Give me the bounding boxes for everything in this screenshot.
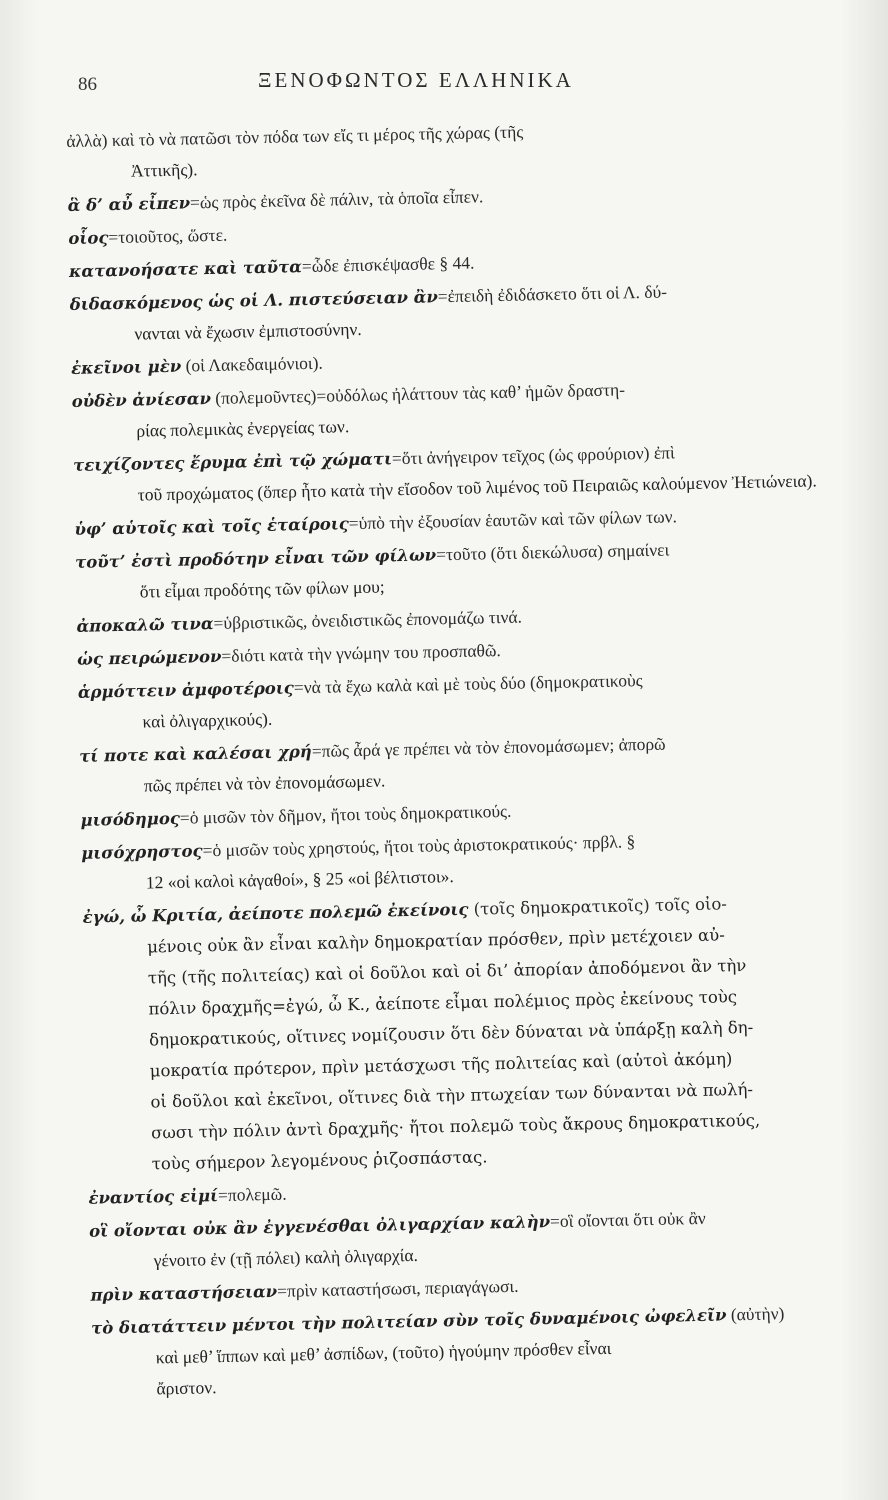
entry-lemma: ὑφ’ αὑτοῖς καὶ τοῖς ἑταίροις xyxy=(74,514,349,539)
entry-gloss: =τοιοῦτος, ὥστε. xyxy=(108,224,228,248)
entry-lemma: ἐναντίος εἰμί xyxy=(88,1186,219,1208)
entry-gloss: =ὧδε ἐπισκέψασθε § 44. xyxy=(301,252,475,277)
entry-continuation: ὅτι εἶμαι προδότης τῶν φίλων μου; xyxy=(139,576,385,602)
page-number: 86 xyxy=(78,74,97,95)
entry-gloss: =νὰ τὰ ἔχω καλὰ καὶ μὲ τοὺς δύο (δημοκρατικοὺς xyxy=(293,670,643,698)
entry-gloss: =ὅτι ἀνήγειρον τεῖχος (ὡς φρούριον) ἐπὶ xyxy=(391,442,675,469)
entry-continuation: πῶς πρέπει νὰ τὸν ἐπονομάσωμεν. xyxy=(143,770,386,796)
entry-gloss: =διότι κατὰ τὴν γνώμην του προσπαθῶ. xyxy=(221,640,501,666)
entry-lemma: τὸ διατάττειν μέντοι τὴν πολιτείαν σὺν τοῖς δυναμένοις ὠφελεῖν xyxy=(90,1305,727,1338)
entry-lemma: οἷος xyxy=(68,228,109,248)
entry-lemma: ἐγώ, ὦ Κριτία, ἀείποτε πολεμῶ ἐκείνοις xyxy=(82,899,469,927)
entry-gloss: (πολεμοῦντες)=οὐδόλως ἠλάττουν τὰς καθ’ ἡμῶν δραστη- xyxy=(210,379,626,409)
entry-continuation: καὶ ὀλιγαρχικούς). xyxy=(142,708,273,732)
entry-lemma: ἀποκαλῶ τινα xyxy=(76,614,214,636)
entry xyxy=(82,885,878,1180)
entry-lemma: μισόδημος xyxy=(80,808,181,830)
entry-gloss: (οἱ Λακεδαιμόνιοι). xyxy=(180,352,324,376)
entry-continuation: τοῦ προχώματος (ὅπερ ἦτο κατὰ τὴν εἴσοδον τοῦ λιμένος τοῦ Πειραιῶς καλούμενον Ἠετιώνεια). xyxy=(137,470,817,505)
entry-gloss: =ὑβριστικῶς, ὀνειδιστικῶς ἐπονομάζω τινά. xyxy=(213,606,523,634)
entry-continuation: Ἀττικῆς). xyxy=(130,159,198,181)
entry-lemma: ἐκεῖνοι μὲν xyxy=(70,356,182,378)
entry-gloss: =πολεμῶ. xyxy=(217,1183,287,1206)
entry-gloss: (τοῖς δημοκρατικοῖς) τοῖς οἰο- xyxy=(468,894,728,919)
entry-continuation: γένοιτο ἐν (τῇ πόλει) καλὴ ὀλιγαρχία. xyxy=(153,1244,419,1271)
entry-gloss: =ὡς πρὸς ἐκεῖνα δὲ πάλιν, τὰ ὁποῖα εἶπεν. xyxy=(189,186,484,213)
page-header xyxy=(78,68,838,98)
entry-continuation: 12 «οἱ καλοὶ κἀγαθοί», § 25 «οἱ βέλτιστοι». xyxy=(145,866,454,893)
entry-lemma: οἳ οἴονται οὐκ ἂν ἐγγενέσθαι ὀλιγαρχίαν καλὴν xyxy=(88,1212,551,1241)
entry-lemma: τοῦτ’ ἐστὶ προδότην εἶναι τῶν φίλων xyxy=(74,545,437,572)
entry-lemma: τειχίζοντες ἔρυμα ἐπὶ τῷ χώματι xyxy=(72,449,393,475)
entry-continuation: καὶ μεθ’ ἵππων καὶ μεθ’ ἀσπίδων, (τοῦτο) ἡγούμην πρόσθεν εἶναι ἄριστον. xyxy=(155,1337,612,1399)
entry-gloss: =τοῦτο (ὅτι διεκώλυσα) σημαίνει xyxy=(435,539,670,565)
entry-gloss: =ὁ μισῶν τὸν δῆμον, ἤτοι τοὺς δημοκρατικούς. xyxy=(179,800,512,828)
running-title: ΞΕΝΟΦΩΝΤΟΣ ΕΛΛΗΝΙΚΑ xyxy=(258,68,574,92)
entry-gloss: =πρὶν καταστήσωσι, περιαγάγωσι. xyxy=(276,1275,519,1301)
entry-gloss: =ὁ μισῶν τοὺς χρηστούς, ἤτοι τοὺς ἀριστοκρατικούς· πρβλ. § xyxy=(202,831,636,861)
entry-continuation: μένοις οὐκ ἂν εἶναι καλὴν δημοκρατίαν πρόσθεν, πρὶν μετέχοιεν αὐ- τῆς (τῆς πολιτείας) καὶ οἱ δοῦλοι καὶ οἱ δι’ ἀπορίαν ἀποδόμενοι ἂν τὴν πόλιν δραχμῆς=ἐγώ, ὦ Κ., ἀείποτε εἶμαι πολέμιος πρὸς ἐκείνους τοὺς δημοκρατικούς, οἵτινες νομίζουσιν ὅτι δὲν δύναται νὰ ὑπάρξῃ καλὴ δη- μοκρατία πρότερον, πρὶν μετάσχωσι τῆς πολιτείας καὶ (αὐτοὶ ἀκόμη) οἱ δοῦλοι καὶ ἐκεῖνοι, οἵτινες διὰ τὴν πτωχείαν των δύνανται νὰ πωλή- σωσι τὴν πόλιν ἀντὶ δραχμῆς· ἤτοι πολεμῶ τοὺς ἄκρους δημοκρατικούς, τοὺς σήμερον λεγομένους ῥιζοσπάστας. xyxy=(147,925,761,1174)
entry-gloss: =ὑπὸ τὴν ἐξουσίαν ἑαυτῶν καὶ τῶν φίλων των. xyxy=(348,506,678,534)
entry-lemma: ὡς πειρώμενον xyxy=(76,646,222,669)
entry-gloss: =πῶς ἆρά γε πρέπει νὰ τὸν ἐπονομάσωμεν; ἀπορῶ xyxy=(311,733,666,761)
entry-continuation: νανται νὰ ἔχωσιν ἐμπιστοσύνην. xyxy=(134,318,362,344)
entry-lemma: κατανοήσατε καὶ ταῦτα xyxy=(68,257,303,281)
entry-gloss: (αὐτὴν) xyxy=(726,1303,785,1325)
entry-lemma: πρὶν καταστήσειαν xyxy=(90,1281,278,1305)
commentary-body xyxy=(66,109,883,1407)
entry xyxy=(91,1296,883,1406)
entry-gloss: ἀλλὰ) καὶ τὸ νὰ πατῶσι τὸν πόδα των εἴς τι μέρος τῆς χώρας (τῆς xyxy=(66,121,524,151)
entry-gloss: =οἳ οἴονται ὅτι οὐκ ἂν xyxy=(549,1207,706,1232)
entry-lemma: διδασκόμενος ὡς οἱ Λ. πιστεύσειαν ἂν xyxy=(69,287,438,314)
entry-lemma: ἁρμόττειν ἀμφοτέροις xyxy=(77,678,295,702)
entry-lemma: μισόχρηστος xyxy=(81,841,203,863)
entry-lemma: οὐδὲν ἀνίεσαν xyxy=(71,389,212,411)
entry-lemma: τί ποτε καὶ καλέσαι χρή xyxy=(79,741,313,766)
entry-gloss: =ἐπειδὴ ἐδιδάσκετο ὅτι οἱ Λ. δύ- xyxy=(437,281,668,307)
entry-lemma: ἃ δ’ αὖ εἶπεν xyxy=(67,193,191,215)
entry-continuation: ρίας πολεμικὰς ἐνεργείας των. xyxy=(136,416,350,441)
